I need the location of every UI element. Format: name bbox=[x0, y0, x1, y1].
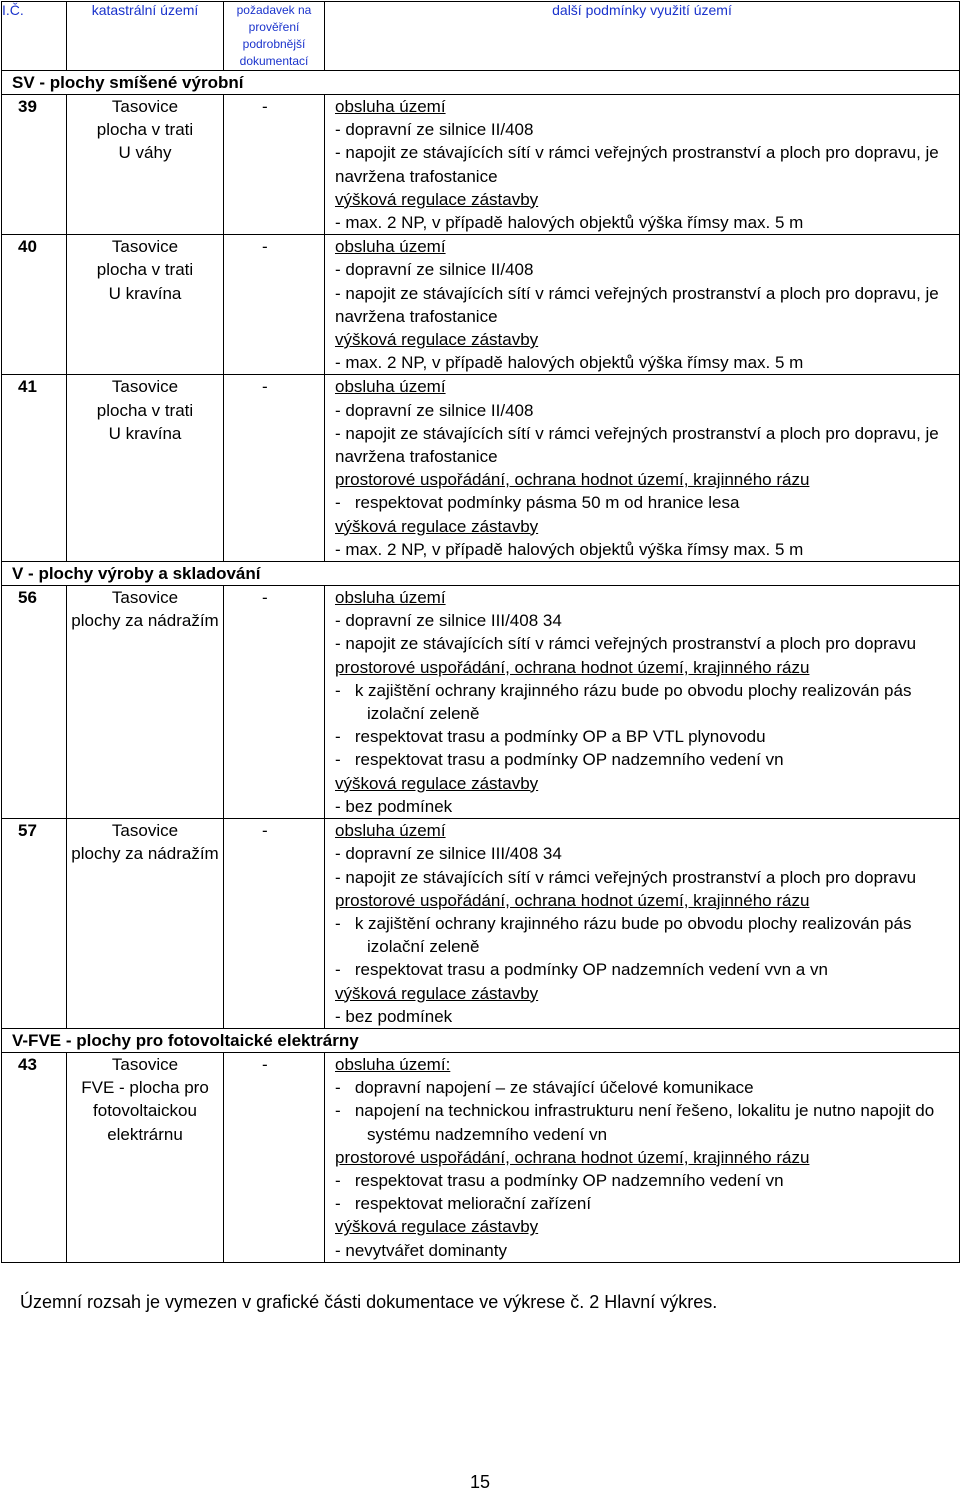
condition-line: - dopravní napojení – ze stávající účelové komunikace bbox=[335, 1078, 754, 1098]
katastr-line: Tasovice bbox=[111, 237, 179, 257]
condition-heading: obsluha území bbox=[335, 237, 446, 257]
katastr-line: Tasovice bbox=[111, 1054, 179, 1074]
header-pozadavek bbox=[224, 2, 325, 71]
condition-heading: obsluha území bbox=[335, 821, 446, 841]
row-conditions bbox=[325, 95, 960, 235]
condition-heading: obsluha území: bbox=[335, 1054, 451, 1074]
katastr-line: plocha v trati bbox=[96, 260, 194, 280]
page-number: 15 bbox=[469, 1472, 491, 1492]
row-katastr bbox=[67, 819, 224, 1029]
condition-line: - max. 2 NP, v případě halových objektů výška římsy max. 5 m bbox=[335, 539, 804, 559]
table-row bbox=[2, 819, 960, 1029]
condition-heading: výšková regulace zástavby bbox=[335, 1217, 539, 1237]
table-row bbox=[2, 1052, 960, 1262]
row-katastr bbox=[67, 95, 224, 235]
katastr-line: plocha v trati bbox=[96, 400, 194, 420]
condition-heading: obsluha území bbox=[335, 377, 446, 397]
header-katastr: katastrální území bbox=[67, 2, 224, 71]
condition-line: - dopravní ze silnice III/408 34 bbox=[335, 844, 562, 864]
section-row bbox=[2, 71, 960, 95]
katastr-line: U kravína bbox=[108, 283, 182, 303]
condition-heading: prostorové uspořádání, ochrana hodnot území, krajinného rázu bbox=[335, 1147, 810, 1167]
condition-line: - respektovat trasu a podmínky OP a BP VTL plynovodu bbox=[335, 727, 766, 747]
condition-line: - dopravní ze silnice II/408 bbox=[335, 400, 534, 420]
table-row bbox=[2, 586, 960, 819]
table-row bbox=[2, 375, 960, 562]
condition-line: - respektovat trasu a podmínky OP nadzemního vedení vn bbox=[335, 750, 784, 770]
section-title: V-FVE - plochy pro fotovoltaické elektrárny bbox=[2, 1028, 960, 1052]
row-pozadavek: - bbox=[224, 375, 325, 562]
condition-heading: výšková regulace zástavby bbox=[335, 773, 539, 793]
katastr-line: plochy za nádražím bbox=[71, 611, 219, 631]
condition-line: - max. 2 NP, v případě halových objektů výška římsy max. 5 m bbox=[335, 353, 804, 373]
table-row bbox=[2, 95, 960, 235]
row-conditions bbox=[325, 235, 960, 375]
condition-heading: obsluha území bbox=[335, 588, 446, 608]
condition-line: - napojit ze stávajících sítí v rámci veřejných prostranství a ploch pro dopravu, je bbox=[335, 143, 939, 163]
table-row bbox=[2, 235, 960, 375]
condition-line: - max. 2 NP, v případě halových objektů výška římsy max. 5 m bbox=[335, 213, 804, 233]
header-pozadavek-line: požadavek na bbox=[236, 3, 312, 17]
footer-note: Územní rozsah je vymezen v grafické části dokumentace ve výkrese č. 2 Hlavní výkres. bbox=[20, 1292, 718, 1312]
header-pozadavek-line: prověření bbox=[248, 20, 300, 34]
header-pozadavek-line: dokumentací bbox=[239, 54, 309, 68]
row-conditions bbox=[325, 1052, 960, 1262]
condition-line: - napojení na technickou infrastrukturu není řešeno, lokalitu je nutno napojit do bbox=[335, 1101, 935, 1121]
condition-line: - dopravní ze silnice II/408 bbox=[335, 260, 534, 280]
condition-heading: výšková regulace zástavby bbox=[335, 189, 539, 209]
conditions-table bbox=[1, 1, 960, 1263]
row-katastr bbox=[67, 235, 224, 375]
condition-heading: výšková regulace zástavby bbox=[335, 983, 539, 1003]
condition-heading: výšková regulace zástavby bbox=[335, 516, 539, 536]
row-conditions bbox=[325, 819, 960, 1029]
section-row bbox=[2, 1028, 960, 1052]
condition-heading: obsluha území bbox=[335, 97, 446, 116]
condition-line: - respektovat trasu a podmínky OP nadzemního vedení vn bbox=[335, 1170, 784, 1190]
row-number: 39 bbox=[2, 95, 67, 235]
condition-line: navržena trafostanice bbox=[335, 166, 498, 186]
condition-line: - bez podmínek bbox=[335, 1006, 453, 1026]
row-conditions bbox=[325, 375, 960, 562]
table-header-row bbox=[2, 2, 960, 71]
katastr-line: Tasovice bbox=[111, 377, 179, 397]
condition-line: - bez podmínek bbox=[335, 796, 453, 816]
header-pozadavek-line: podrobnější bbox=[242, 37, 306, 51]
condition-line: - napojit ze stávajících sítí v rámci veřejných prostranství a ploch pro dopravu, je bbox=[335, 283, 939, 303]
row-pozadavek: - bbox=[224, 586, 325, 819]
condition-line: - napojit ze stávajících sítí v rámci veřejných prostranství a ploch pro dopravu bbox=[335, 867, 917, 887]
section-row bbox=[2, 562, 960, 586]
katastr-line: elektrárnu bbox=[107, 1124, 183, 1144]
condition-line: navržena trafostanice bbox=[335, 306, 498, 326]
condition-line: navržena trafostanice bbox=[335, 447, 498, 467]
row-pozadavek: - bbox=[224, 1052, 325, 1262]
condition-line: - respektovat trasu a podmínky OP nadzemních vedení vvn a vn bbox=[335, 960, 828, 980]
row-katastr bbox=[67, 375, 224, 562]
katastr-line: U váhy bbox=[118, 143, 172, 163]
katastr-line: Tasovice bbox=[111, 588, 179, 608]
katastr-line: Tasovice bbox=[111, 821, 179, 841]
condition-line: izolační zeleně bbox=[367, 937, 480, 957]
katastr-line: Tasovice bbox=[111, 97, 179, 116]
condition-line: - k zajištění ochrany krajinného rázu bude po obvodu plochy realizován pás bbox=[335, 913, 912, 933]
katastr-line: plochy za nádražím bbox=[71, 844, 219, 864]
condition-heading: výšková regulace zástavby bbox=[335, 330, 539, 350]
condition-line: - k zajištění ochrany krajinného rázu bude po obvodu plochy realizován pás bbox=[335, 680, 912, 700]
section-title: SV - plochy smíšené výrobní bbox=[2, 71, 960, 95]
katastr-line: plocha v trati bbox=[96, 120, 194, 140]
condition-line: - nevytvářet dominanty bbox=[335, 1240, 507, 1260]
condition-line: - dopravní ze silnice II/408 bbox=[335, 120, 534, 140]
katastr-line: U kravína bbox=[108, 423, 182, 443]
header-dalsi: další podmínky využití území bbox=[325, 2, 960, 71]
section-title: V - plochy výroby a skladování bbox=[2, 562, 960, 586]
row-katastr bbox=[67, 1052, 224, 1262]
row-number: 43 bbox=[2, 1052, 67, 1262]
katastr-line: FVE - plocha pro bbox=[81, 1078, 209, 1098]
katastr-line: fotovoltaickou bbox=[93, 1101, 197, 1121]
condition-line: systému nadzemního vedení vn bbox=[367, 1124, 608, 1144]
header-ic: I.Č. bbox=[2, 2, 67, 71]
condition-line: izolační zeleně bbox=[367, 704, 480, 724]
row-pozadavek: - bbox=[224, 819, 325, 1029]
condition-line: - respektovat meliorační zařízení bbox=[335, 1194, 592, 1214]
condition-line: - respektovat podmínky pásma 50 m od hranice lesa bbox=[335, 493, 740, 513]
row-number: 40 bbox=[2, 235, 67, 375]
condition-heading: prostorové uspořádání, ochrana hodnot území, krajinného rázu bbox=[335, 890, 810, 910]
row-number: 41 bbox=[2, 375, 67, 562]
condition-line: - dopravní ze silnice III/408 34 bbox=[335, 611, 562, 631]
row-pozadavek: - bbox=[224, 95, 325, 235]
condition-heading: prostorové uspořádání, ochrana hodnot území, krajinného rázu bbox=[335, 657, 810, 677]
row-pozadavek: - bbox=[224, 235, 325, 375]
row-conditions bbox=[325, 586, 960, 819]
condition-line: - napojit ze stávajících sítí v rámci veřejných prostranství a ploch pro dopravu bbox=[335, 634, 917, 654]
condition-line: - napojit ze stávajících sítí v rámci veřejných prostranství a ploch pro dopravu, je bbox=[335, 423, 939, 443]
condition-heading: prostorové uspořádání, ochrana hodnot území, krajinného rázu bbox=[335, 470, 810, 490]
row-number: 57 bbox=[2, 819, 67, 1029]
row-katastr bbox=[67, 586, 224, 819]
row-number: 56 bbox=[2, 586, 67, 819]
